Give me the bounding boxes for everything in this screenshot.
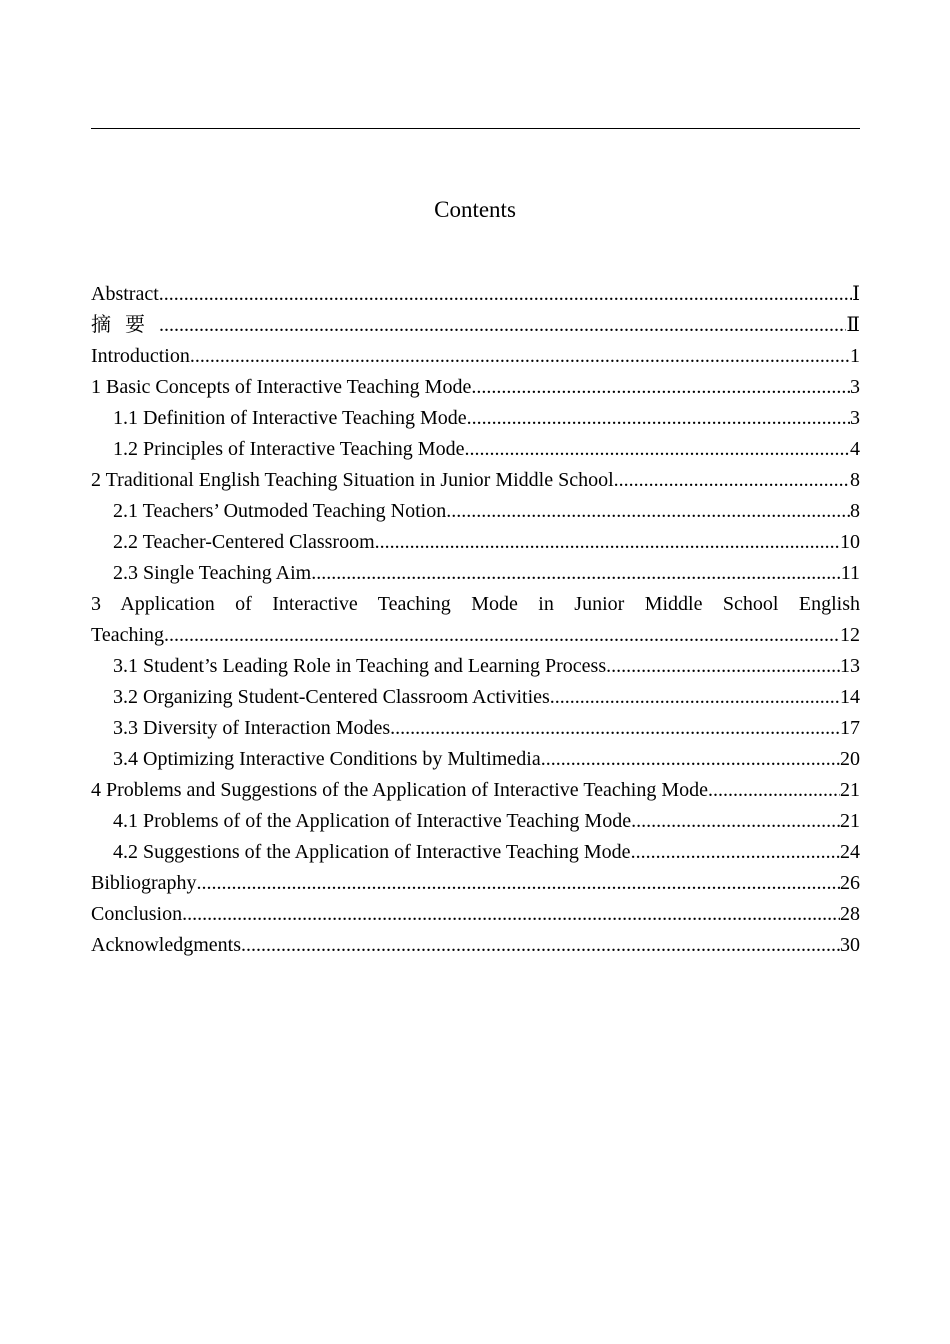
toc-entry-page: 21 [840,779,860,801]
toc-entry-label: Conclusion [91,903,183,925]
dot-leader [467,403,850,434]
dot-leader [631,837,840,868]
dot-leader [375,527,840,558]
dot-leader [614,465,850,496]
toc-entry-page: 8 [850,469,860,491]
toc-entry-introduction[interactable] [91,341,860,372]
toc-entry-label: 4.1 Problems of of the Application of Interactive Teaching Mode [113,810,632,832]
toc-entry-chapter-3[interactable] [91,589,860,651]
toc-entry-label: 3.3 Diversity of Interaction Modes [113,717,391,739]
toc-entry-page: Ⅱ [846,314,860,336]
toc-entry-chinese-abstract[interactable] [91,310,860,341]
toc-entry-section-2-1[interactable] [91,496,860,527]
toc-entry-section-1-2[interactable] [91,434,860,465]
toc-entry-label: 2 Traditional English Teaching Situation in Junior Middle School [91,469,614,491]
dot-leader [446,496,850,527]
toc-entry-label: 3.2 Organizing Student-Centered Classroom Activities [113,686,550,708]
dot-leader [541,744,840,775]
dot-leader [197,868,840,899]
toc-entry-label: 2.1 Teachers’ Outmoded Teaching Notion [113,500,447,522]
dot-leader [182,899,840,930]
toc-entry-label: 摘要 [91,314,159,336]
toc-entry-label: 3 Application of Interactive Teaching Mode in Junior Middle School English [91,593,860,615]
toc-entry-label: 4.2 Suggestions of the Application of Interactive Teaching Mode [113,841,631,863]
toc-entry-page: 3 [850,376,860,398]
toc-entry-label: Abstract [91,283,159,305]
dot-leader [464,434,850,465]
toc-entry-label: 3.1 Student’s Leading Role in Teaching and Learning Process [113,655,607,677]
toc-entry-section-3-4[interactable] [91,744,860,775]
dot-leader [708,775,840,806]
dot-leader [471,372,850,403]
toc-entry-chapter-1[interactable] [91,372,860,403]
dot-leader [606,651,840,682]
toc-entry-section-4-1[interactable] [91,806,860,837]
dot-leader [390,713,840,744]
toc-entry-section-3-1[interactable] [91,651,860,682]
toc-entry-page: 12 [840,624,860,646]
toc-entry-section-3-2[interactable] [91,682,860,713]
dot-leader [164,620,840,651]
toc-entry-section-1-1[interactable] [91,403,860,434]
toc-entry-bibliography[interactable] [91,868,860,899]
dot-leader [311,558,841,589]
toc-entry-page: 1 [850,345,860,367]
dot-leader [190,341,850,372]
toc-entry-label: 2.3 Single Teaching Aim [113,562,312,584]
toc-entry-chapter-4[interactable] [91,775,860,806]
toc-entry-page: 10 [840,531,860,553]
toc-entry-label: Introduction [91,345,190,367]
toc-entry-page: 4 [850,438,860,460]
dot-leader [631,806,840,837]
toc-entry-page: 8 [850,500,860,522]
toc-entry-label: 1 Basic Concepts of Interactive Teaching Mode [91,376,472,398]
toc-entry-page: 24 [840,841,860,863]
toc-entry-label: 3.4 Optimizing Interactive Conditions by Multimedia [113,748,541,770]
toc-entry-section-2-3[interactable] [91,558,860,589]
table-of-contents [91,279,860,961]
toc-entry-acknowledgments[interactable] [91,930,860,961]
toc-entry-chapter-2[interactable] [91,465,860,496]
toc-entry-label: Bibliography [91,872,197,894]
toc-entry-page: 11 [840,562,860,584]
dot-leader [550,682,840,713]
dot-leader [159,279,852,310]
toc-entry-page: 30 [840,934,860,956]
toc-entry-label: Acknowledgments [91,934,241,956]
toc-entry-label: 2.2 Teacher-Centered Classroom [113,531,375,553]
toc-entry-label: 4 Problems and Suggestions of the Application of Interactive Teaching Mode [91,779,708,801]
toc-entry-section-4-2[interactable] [91,837,860,868]
toc-entry-page: 28 [840,903,860,925]
toc-entry-label-continued: Teaching [91,624,165,646]
dot-leader [241,930,840,961]
toc-entry-label: 1.2 Principles of Interactive Teaching Mode [113,438,465,460]
toc-entry-section-2-2[interactable] [91,527,860,558]
toc-entry-page: 21 [840,810,860,832]
toc-entry-abstract[interactable] [91,279,860,310]
toc-entry-page: Ⅰ [852,283,860,305]
toc-entry-page: 13 [840,655,860,677]
toc-entry-page: 20 [840,748,860,770]
toc-entry-conclusion[interactable] [91,899,860,930]
toc-entry-page: 17 [840,717,860,739]
toc-entry-section-3-3[interactable] [91,713,860,744]
toc-entry-label: 1.1 Definition of Interactive Teaching Mode [113,407,467,429]
header-rule [91,128,860,129]
toc-entry-page: 14 [840,686,860,708]
page-title: Contents [434,197,516,222]
dot-leader [159,310,846,341]
toc-entry-page: 26 [840,872,860,894]
toc-entry-page: 3 [850,407,860,429]
